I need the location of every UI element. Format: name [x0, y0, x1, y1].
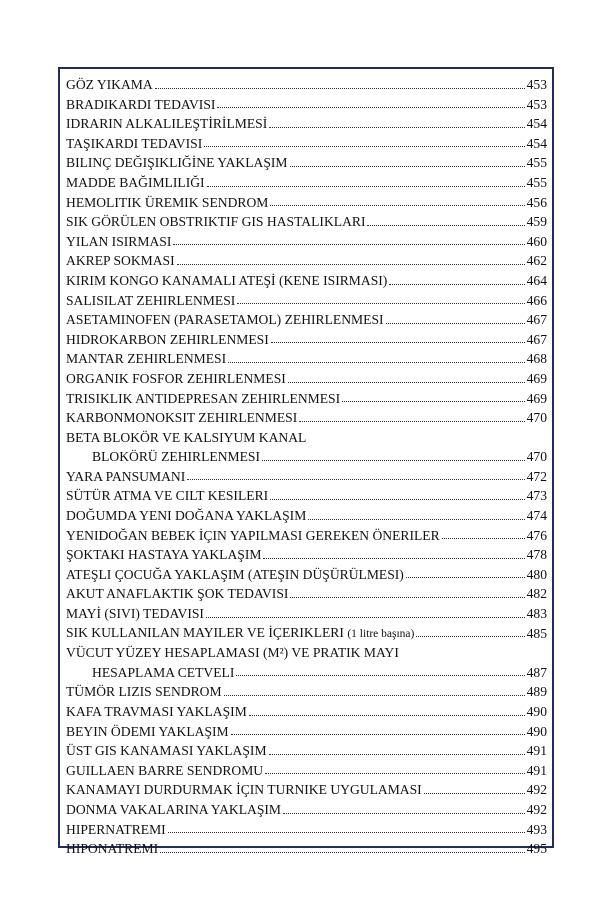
toc-title: BRADIKARDI TEDAVISI	[66, 96, 216, 112]
toc-page-number: 482	[526, 586, 547, 602]
toc-entry-kafa-travmasi[interactable]	[66, 700, 547, 720]
toc-entry-dogum[interactable]	[66, 504, 547, 524]
toc-entry-hidrokarbon[interactable]	[66, 328, 547, 348]
toc-title: GÖZ YIKAMA	[66, 77, 153, 92]
toc-page-number: 490	[526, 723, 547, 739]
toc-dot-leader	[270, 499, 524, 500]
toc-page-number: 462	[526, 253, 547, 269]
toc-title: ŞOKTAKI HASTAYA YAKLAŞIM	[66, 547, 262, 563]
toc-entry-hemolitik[interactable]	[66, 191, 547, 211]
toc-page-number: 474	[526, 508, 547, 524]
toc-title: DONMA VAKALARINA YAKLAŞIM	[66, 801, 282, 817]
toc-entry-asetaminofen[interactable]	[66, 308, 547, 328]
toc-dot-leader	[271, 342, 525, 343]
toc-dot-leader	[204, 146, 524, 147]
toc-entry-madde[interactable]	[66, 171, 547, 191]
toc-entry-donma[interactable]	[66, 798, 547, 818]
toc-title: HESAPLAMA CETVELI	[92, 664, 235, 680]
toc-dot-leader	[389, 284, 524, 285]
toc-entry-organik-fosfor[interactable]	[66, 367, 547, 387]
toc-entry-vucut-yuzey-line1[interactable]	[66, 641, 547, 661]
toc-page-number: 472	[526, 468, 547, 484]
toc-dot-leader	[290, 597, 524, 598]
toc-entry-obstriktif[interactable]	[66, 210, 547, 230]
toc-title: AKREP SOKMASI	[66, 253, 175, 269]
toc-title: KARBONMONOKSIT ZEHIRLENMESI	[66, 410, 298, 426]
toc-dot-leader	[236, 675, 524, 676]
toc-title	[66, 626, 414, 642]
toc-page-number: 468	[526, 351, 547, 367]
toc-dot-leader	[160, 852, 524, 853]
toc-title: HIPERNATREMI	[66, 821, 166, 837]
toc-page-number: 492	[526, 782, 547, 798]
toc-entry-hiponatremi[interactable]	[66, 837, 547, 857]
toc-dot-leader	[367, 225, 524, 226]
toc-page-number: 455	[526, 174, 547, 190]
toc-page-number: 459	[526, 214, 547, 230]
toc-list	[66, 73, 547, 857]
toc-dot-leader	[177, 264, 525, 265]
toc-page-number: 492	[526, 801, 547, 817]
toc-dot-leader	[262, 460, 525, 461]
toc-dot-leader	[288, 382, 525, 383]
toc-page-number: 453	[526, 77, 547, 92]
toc-dot-leader	[269, 754, 525, 755]
toc-entry-hipernatremi[interactable]	[66, 818, 547, 838]
toc-page-number: 485	[526, 625, 547, 641]
toc-title: KANAMAYI DURDURMAK İÇIN TURNIKE UYGULAMASI	[66, 782, 422, 798]
toc-title: TÜMÖR LIZIS SENDROM	[66, 684, 222, 700]
toc-title: HIPONATREMI	[66, 841, 159, 857]
toc-page-number: 454	[526, 116, 547, 132]
toc-dot-leader	[173, 244, 524, 245]
toc-title: MANTAR ZEHIRLENMESI	[66, 351, 227, 367]
toc-entry-akrep[interactable]	[66, 249, 547, 269]
toc-page-number: 454	[526, 135, 547, 151]
toc-page-number: 470	[526, 410, 547, 426]
toc-dot-leader	[406, 577, 525, 578]
toc-page-number: 455	[526, 155, 547, 171]
toc-page-number: 469	[526, 370, 547, 386]
toc-title: KIRIM KONGO KANAMALI ATEŞİ (KENE ISIRMASI)	[66, 272, 388, 288]
toc-entry-idrar-alkali[interactable]	[66, 112, 547, 132]
toc-dot-leader	[217, 107, 524, 108]
toc-dot-leader	[249, 715, 525, 716]
toc-title: MAYİ (SIVI) TEDAVISI	[66, 606, 204, 622]
toc-page-number: 493	[526, 821, 547, 837]
toc-dot-leader	[342, 401, 524, 402]
toc-page-number: 460	[526, 233, 547, 249]
toc-dot-leader	[263, 558, 524, 559]
table-of-contents	[58, 67, 554, 857]
toc-entry-vucut-yuzey-line2[interactable]	[66, 661, 547, 681]
toc-title: BEYIN ÖDEMI YAKLAŞIM	[66, 723, 229, 739]
toc-page-number: 478	[526, 547, 547, 563]
toc-entry-beyin-odemi[interactable]	[66, 720, 547, 740]
toc-entry-beta-bloker-line2[interactable]	[66, 445, 547, 465]
toc-entry-guillaen-barre[interactable]	[66, 759, 547, 779]
toc-title: ASETAMINOFEN (PARASETAMOL) ZEHIRLENMESI	[66, 312, 384, 328]
toc-entry-bradikardi[interactable]	[66, 93, 547, 113]
toc-entry-yara[interactable]	[66, 465, 547, 485]
toc-title-suffix: (1 litre başına)	[347, 627, 415, 640]
toc-page-number: 464	[526, 272, 547, 288]
toc-dot-leader	[424, 793, 525, 794]
toc-title: VÜCUT YÜZEY HESAPLAMASI (M²) VE PRATIK MAYI	[66, 645, 399, 661]
toc-title: YENIDOĞAN BEBEK İÇIN YAPILMASI GEREKEN ÖNERILER	[66, 527, 440, 543]
toc-dot-leader	[308, 519, 524, 520]
toc-title: SALISILAT ZEHIRLENMESI	[66, 292, 236, 308]
toc-page-number: 480	[526, 566, 547, 582]
toc-entry-trisiklik[interactable]	[66, 387, 547, 407]
toc-dot-leader	[416, 636, 524, 637]
toc-entry-yilan[interactable]	[66, 230, 547, 250]
toc-title: KAFA TRAVMASI YAKLAŞIM	[66, 704, 247, 719]
toc-entry-karbonmonoksit[interactable]	[66, 406, 547, 426]
toc-page-number: 473	[526, 488, 547, 504]
toc-page-number: 489	[526, 684, 547, 700]
toc-page-number: 491	[526, 762, 547, 778]
toc-page-number: 467	[526, 331, 547, 347]
toc-page-number: 467	[526, 312, 547, 328]
toc-title: SIK GÖRÜLEN OBSTRIKTIF GIS HASTALIKLARI	[66, 214, 366, 230]
toc-entry-mayiler[interactable]	[66, 622, 547, 642]
toc-entry-yenidogan[interactable]	[66, 524, 547, 544]
toc-title: ORGANIK FOSFOR ZEHIRLENMESI	[66, 370, 286, 386]
toc-entry-bilinc[interactable]	[66, 151, 547, 171]
toc-entry-turnike[interactable]	[66, 778, 547, 798]
toc-dot-leader	[187, 479, 524, 480]
toc-entry-goz-yikama[interactable]	[66, 73, 547, 93]
toc-dot-leader	[207, 186, 525, 187]
toc-title: MADDE BAĞIMLILIĞI	[66, 174, 205, 190]
toc-title: BILINÇ DEĞIŞIKLIĞİNE YAKLAŞIM	[66, 155, 288, 171]
toc-title: BETA BLOKÖR VE KALSIYUM KANAL	[66, 429, 307, 445]
toc-page-number: 483	[526, 606, 547, 622]
toc-title: YILAN ISIRMASI	[66, 233, 172, 249]
toc-entry-mayi[interactable]	[66, 602, 547, 622]
toc-dot-leader	[299, 421, 524, 422]
toc-page-number: 490	[526, 704, 547, 719]
toc-title: AKUT ANAFLAKTIK ŞOK TEDAVISI	[66, 586, 289, 602]
toc-page-number: 476	[526, 527, 547, 543]
toc-entry-kirim-kongo[interactable]	[66, 269, 547, 289]
toc-entry-beta-bloker-line1[interactable]	[66, 426, 547, 446]
toc-dot-leader	[168, 832, 525, 833]
toc-entry-atesli-cocuk[interactable]	[66, 563, 547, 583]
toc-title: TRISIKLIK ANTIDEPRESAN ZEHIRLENMESI	[66, 390, 341, 406]
toc-dot-leader	[228, 362, 524, 363]
toc-page-number: 453	[526, 96, 547, 112]
toc-dot-leader	[270, 205, 524, 206]
toc-entry-ust-gis[interactable]	[66, 739, 547, 759]
toc-entry-tumor-lizis[interactable]	[66, 680, 547, 700]
toc-dot-leader	[237, 303, 524, 304]
toc-dot-leader	[290, 166, 525, 167]
toc-entry-mantar[interactable]	[66, 347, 547, 367]
toc-title-main: SIK KULLANILAN MAYILER VE İÇERIKLERI	[66, 624, 344, 640]
toc-title: ÜST GIS KANAMASI YAKLAŞIM	[66, 743, 267, 759]
toc-title: DOĞUMDA YENI DOĞANA YAKLAŞIM	[66, 508, 307, 524]
toc-title: HIDROKARBON ZEHIRLENMESI	[66, 331, 269, 347]
toc-title: YARA PANSUMANI	[66, 468, 186, 484]
toc-dot-leader	[442, 538, 525, 539]
toc-page-number: 495	[526, 841, 547, 857]
toc-title: GUILLAEN BARRE SENDROMU	[66, 762, 264, 778]
toc-dot-leader	[386, 323, 525, 324]
toc-entry-sutur[interactable]	[66, 484, 547, 504]
toc-page-number: 491	[526, 743, 547, 759]
toc-title: BLOKÖRÜ ZEHIRLENMESI	[92, 449, 261, 465]
toc-page-number: 487	[526, 664, 547, 680]
toc-dot-leader	[265, 773, 525, 774]
toc-page-number: 456	[526, 194, 547, 210]
toc-title: ATEŞLI ÇOCUĞA YAKLAŞIM (ATEŞIN DÜŞÜRÜLMESI)	[66, 566, 404, 582]
toc-entry-salisilat[interactable]	[66, 289, 547, 309]
toc-dot-leader	[206, 617, 525, 618]
toc-title: HEMOLITIK ÜREMIK SENDROM	[66, 194, 269, 210]
toc-dot-leader	[155, 88, 525, 89]
toc-title: IDRARIN ALKALILEŞTİRİLMESİ	[66, 116, 268, 132]
toc-page-number: 470	[526, 449, 547, 465]
toc-dot-leader	[231, 734, 525, 735]
toc-page-number: 466	[526, 292, 547, 308]
toc-entry-taşikardi[interactable]	[66, 132, 547, 152]
toc-dot-leader	[269, 127, 524, 128]
toc-title: TAŞIKARDI TEDAVISI	[66, 135, 203, 151]
toc-title: SÜTÜR ATMA VE CILT KESILERI	[66, 488, 269, 504]
toc-dot-leader	[283, 813, 525, 814]
toc-entry-sok[interactable]	[66, 543, 547, 563]
toc-entry-anaflaktik[interactable]	[66, 582, 547, 602]
toc-dot-leader	[224, 695, 525, 696]
toc-page-number: 469	[526, 390, 547, 406]
